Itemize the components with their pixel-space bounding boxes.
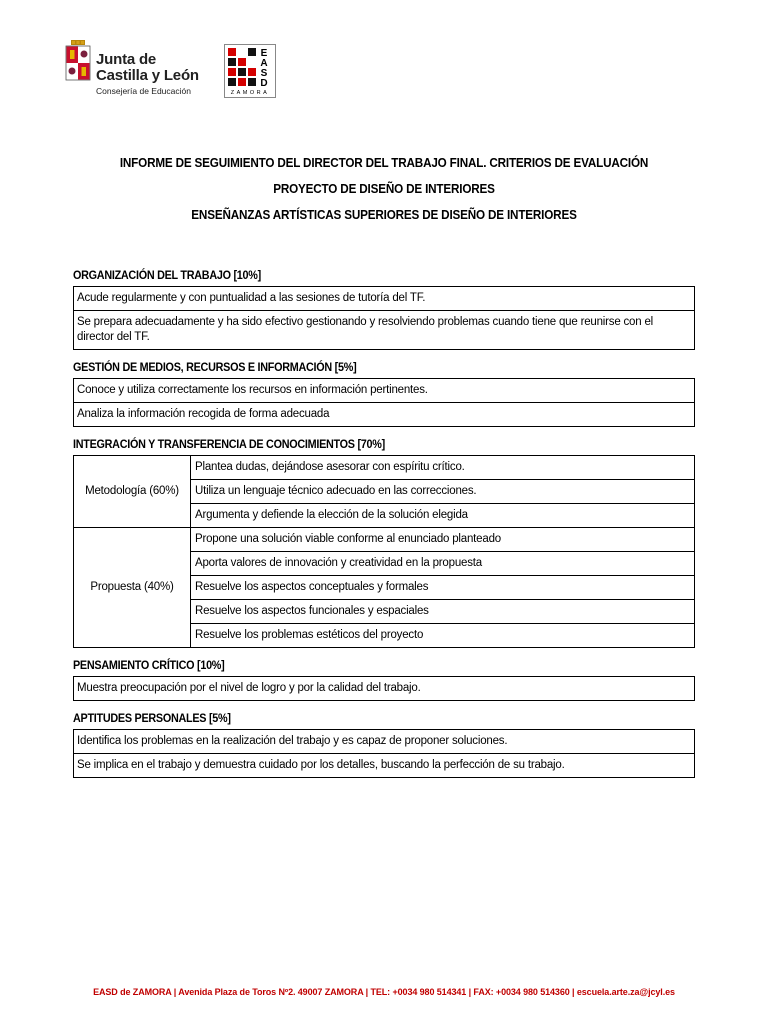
- criterion-cell: Aporta valores de innovación y creatividad en la propuesta: [191, 552, 695, 576]
- section-title-organizacion: ORGANIZACIÓN DEL TRABAJO [10%]: [73, 268, 261, 282]
- document-subtitle-studies: ENSEÑANZAS ARTÍSTICAS SUPERIORES DE DISEÑO DE INTERIORES: [191, 207, 577, 222]
- easd-letter-s: S: [260, 68, 268, 79]
- footer-contact: EASD de ZAMORA | Avenida Plaza de Toros Nº2. 49007 ZAMORA | TEL: +0034 980 514341 | FAX: +0034 980 514360 | escuela.arte.za@jcyl.es: [93, 987, 675, 997]
- criteria-table-integracion: [73, 455, 695, 648]
- criterion-row: Identifica los problemas en la realización del trabajo y es capaz de proponer soluciones.: [77, 735, 508, 747]
- criterion-cell: Propone una solución viable conforme al enunciado planteado: [191, 528, 695, 552]
- easd-zamora-logo: [224, 44, 276, 98]
- criteria-box-gestion: [73, 378, 695, 427]
- criterion-cell: Resuelve los problemas estéticos del proyecto: [191, 624, 695, 648]
- evaluation-criteria: [73, 262, 695, 778]
- criterion-cell: Utiliza un lenguaje técnico adecuado en las correcciones.: [191, 480, 695, 504]
- criterion-row: Muestra preocupación por el nivel de logro y por la calidad del trabajo.: [77, 682, 421, 694]
- document-titles: [0, 152, 768, 230]
- easd-letter-e: E: [260, 48, 268, 59]
- section-title-aptitudes: APTITUDES PERSONALES [5%]: [73, 711, 231, 725]
- criterion-row: Acude regularmente y con puntualidad a las sesiones de tutoría del TF.: [77, 292, 426, 304]
- coat-of-arms-icon: [62, 40, 94, 88]
- criteria-box-pensamiento: [73, 676, 695, 701]
- criterion-row: Conoce y utiliza correctamente los recursos en información pertinentes.: [77, 384, 428, 396]
- jcyl-name-line2: Castilla y León: [96, 67, 199, 84]
- criterion-cell: Resuelve los aspectos funcionales y espaciales: [191, 600, 695, 624]
- document-title: INFORME DE SEGUIMIENTO DEL DIRECTOR DEL TRABAJO FINAL. CRITERIOS DE EVALUACIÓN: [119, 155, 649, 170]
- criterion-cell: Resuelve los aspectos conceptuales y formales: [191, 576, 695, 600]
- group-label-metodologia: Metodología (60%): [74, 456, 191, 528]
- criterion-cell: Argumenta y defiende la elección de la solución elegida: [191, 504, 695, 528]
- table-row: [74, 456, 695, 480]
- criteria-box-organizacion: [73, 286, 695, 350]
- criterion-row: Se prepara adecuadamente y ha sido efectivo gestionando y resolviendo problemas cuando tiene que reunirse con el director del TF.: [74, 310, 694, 349]
- junta-castilla-leon-logo: [62, 40, 202, 102]
- section-title-gestion: GESTIÓN DE MEDIOS, RECURSOS E INFORMACIÓN [5%]: [73, 360, 357, 374]
- easd-letter-d: D: [260, 78, 268, 89]
- letterhead: [62, 38, 292, 102]
- document-subtitle-project: PROYECTO DE DISEÑO DE INTERIORES: [273, 181, 495, 196]
- easd-logo-icon: [224, 44, 276, 98]
- jcyl-name-line1: Junta de: [96, 51, 157, 68]
- criteria-box-aptitudes: [73, 729, 695, 778]
- easd-letter-a: A: [260, 58, 268, 69]
- jcyl-department: Consejería de Educación: [96, 86, 191, 96]
- criterion-row: Se implica en el trabajo y demuestra cuidado por los detalles, buscando la perfección de su trabajo.: [74, 753, 694, 777]
- group-label-propuesta: Propuesta (40%): [74, 528, 191, 648]
- criterion-cell: Plantea dudas, dejándose asesorar con espíritu crítico.: [191, 456, 695, 480]
- easd-city: ZAMORA: [230, 90, 270, 96]
- section-title-pensamiento: PENSAMIENTO CRÍTICO [10%]: [73, 658, 225, 672]
- criterion-row: Analiza la información recogida de forma adecuada: [74, 402, 694, 426]
- section-title-integracion: INTEGRACIÓN Y TRANSFERENCIA DE CONOCIMIENTOS [70%]: [73, 437, 385, 451]
- table-row: [74, 528, 695, 552]
